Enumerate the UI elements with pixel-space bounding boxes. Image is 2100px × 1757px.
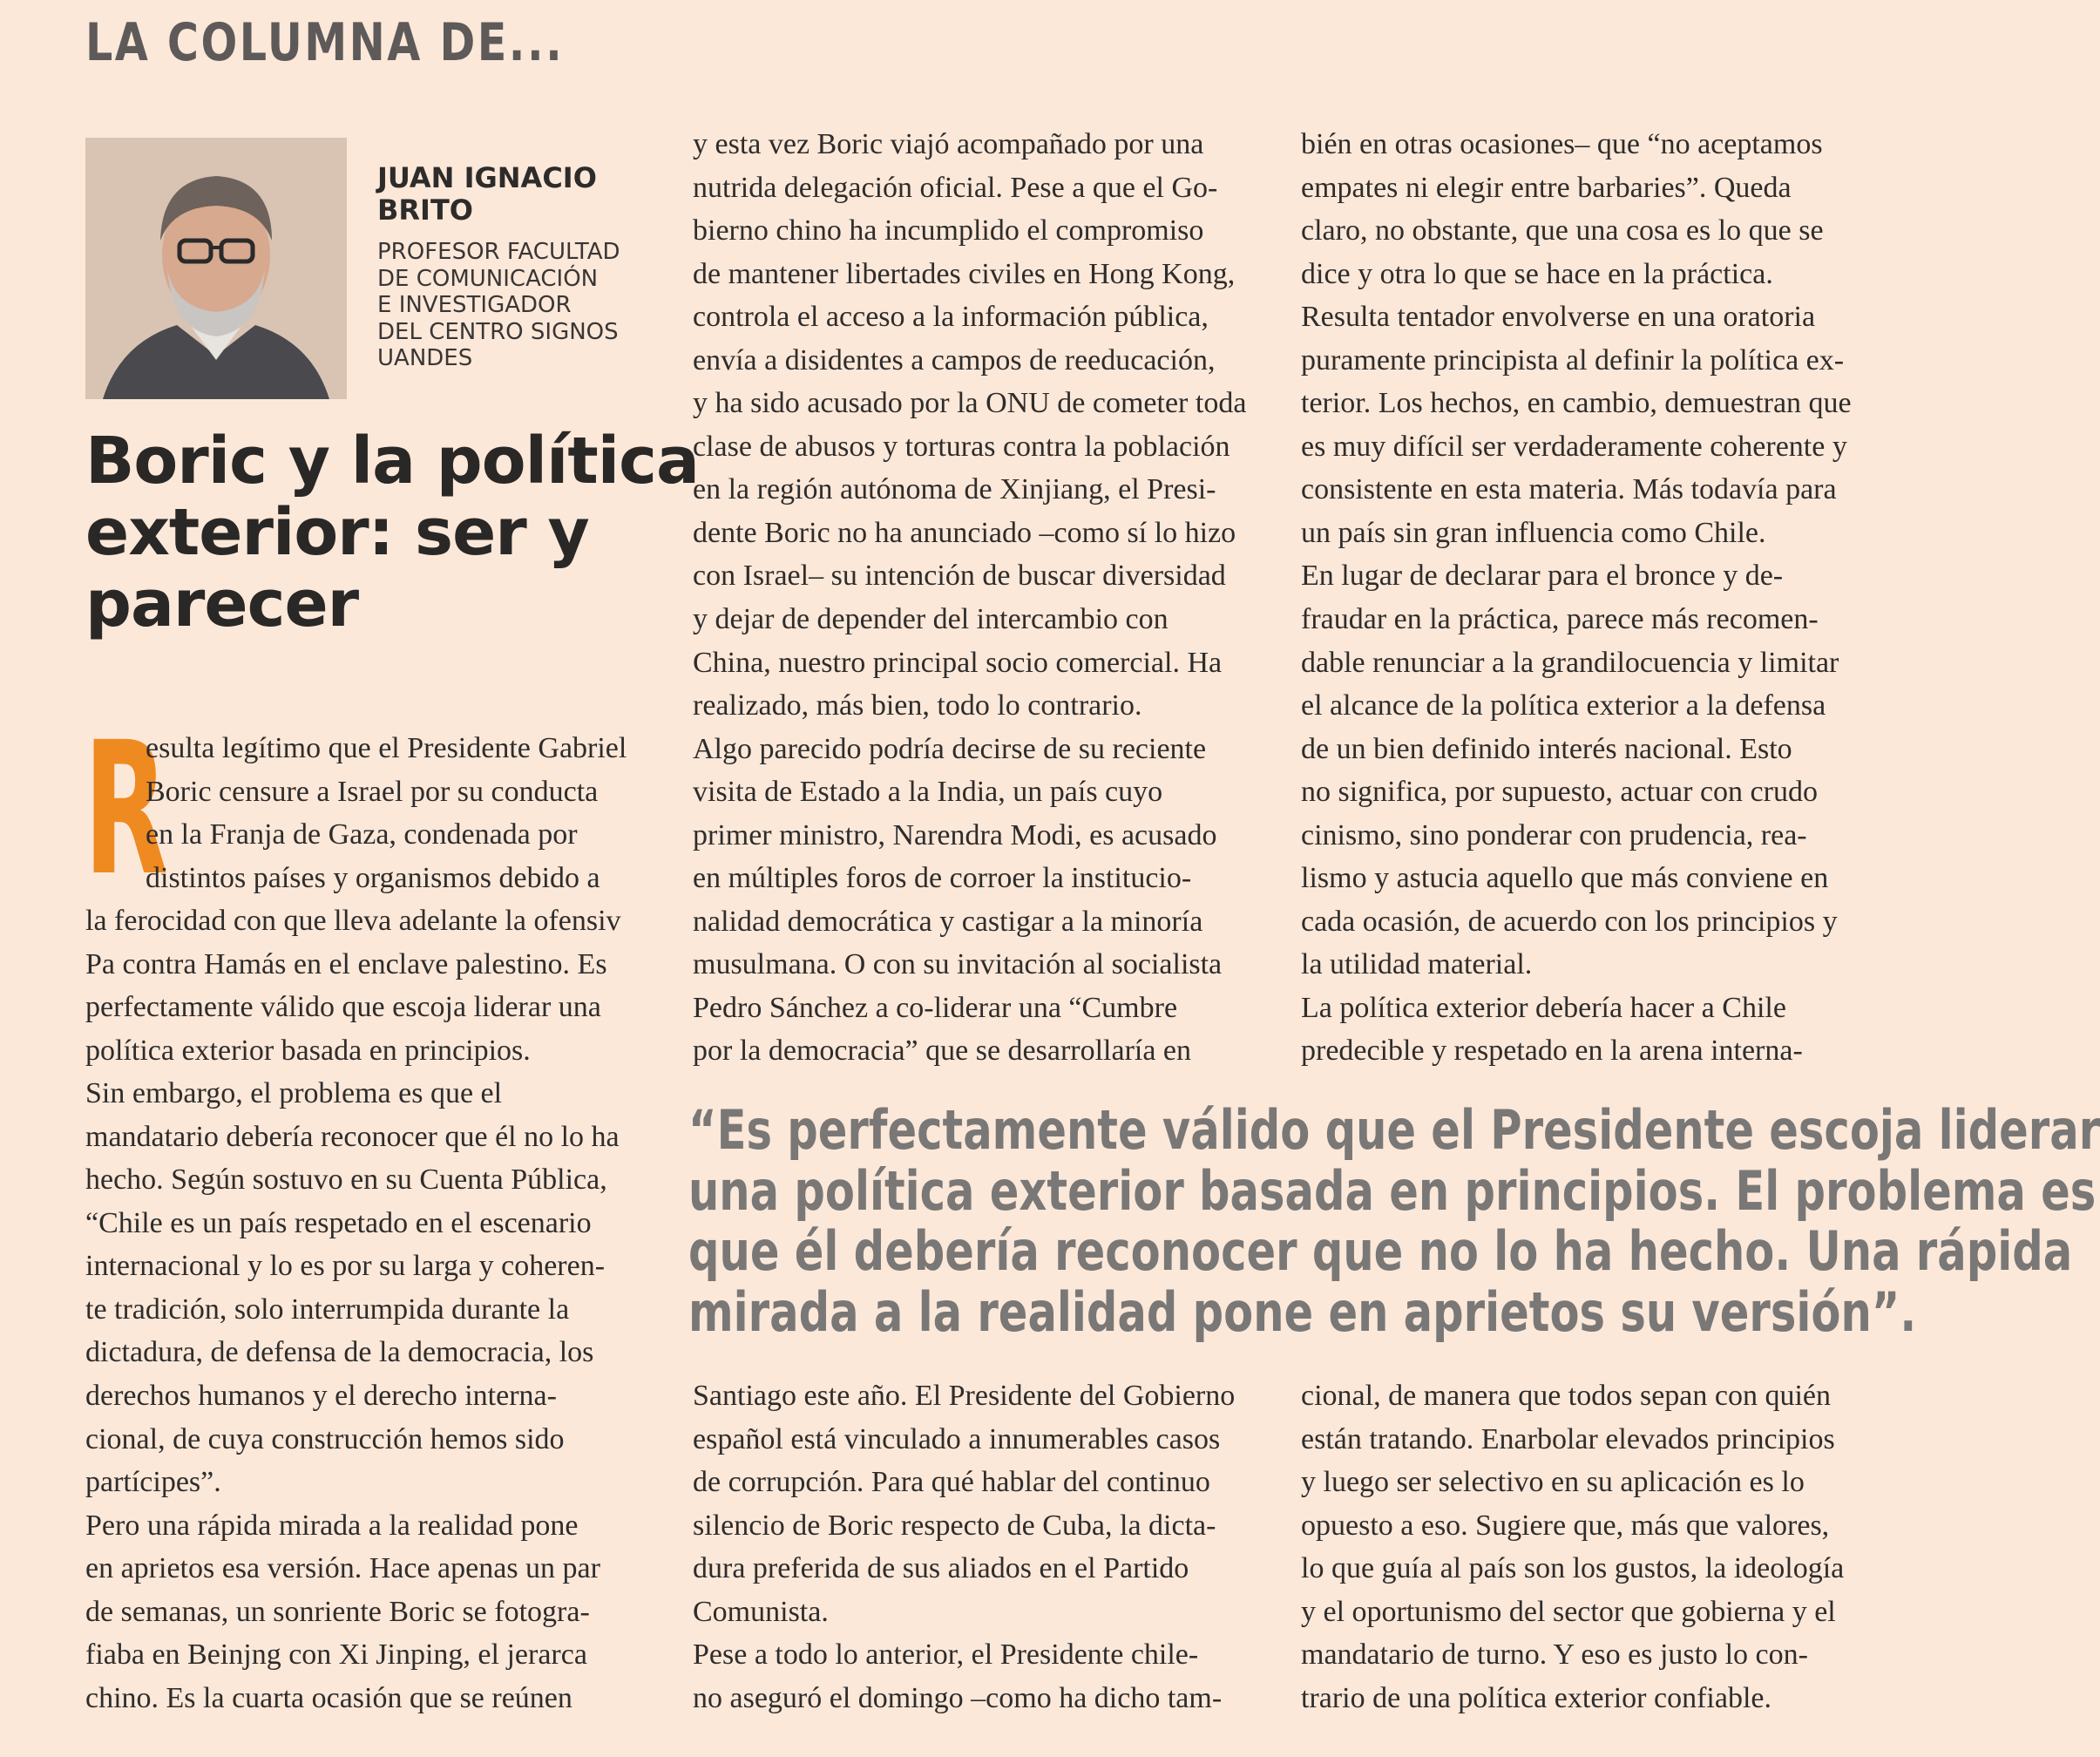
text-line: cada ocasión, de acuerdo con los principios y — [1301, 905, 1838, 938]
author-role-line: DEL CENTRO SIGNOS — [377, 318, 619, 345]
text-line: partícipes”. — [85, 1466, 221, 1499]
text-line: de semanas, un sonriente Boric se fotogra- — [85, 1595, 590, 1628]
text-line: distintos países y organismos debido a — [146, 861, 600, 894]
text-line: En lugar de declarar para el bronce y de- — [1301, 560, 1784, 593]
text-line: Pese a todo lo anterior, el Presidente chile- — [693, 1638, 1199, 1672]
pull-quote-line: que él debería reconocer que no lo ha hecho. Una rápida — [688, 1219, 2073, 1283]
text-line: el alcance de la política exterior a la defensa — [1301, 689, 1826, 722]
text-line: te tradición, solo interrumpida durante la — [85, 1292, 570, 1326]
text-line: puramente principista al definir la política ex- — [1301, 343, 1845, 376]
author-name-line: BRITO — [377, 193, 473, 227]
text-line: Santiago este año. El Presidente del Gobierno — [693, 1380, 1236, 1412]
text-line: China, nuestro principal socio comercial. Ha — [693, 646, 1223, 679]
column-1-intro — [146, 727, 627, 899]
text-line: clase de abusos y torturas contra la población — [693, 430, 1230, 463]
author-role-line: DE COMUNICACIÓN — [377, 265, 599, 292]
text-line: y luego ser selectivo en su aplicación es lo — [1301, 1466, 1805, 1499]
text-line: nutrida delegación oficial. Pese a que el Go- — [693, 171, 1218, 204]
text-line: bierno chino ha incumplido el compromiso — [693, 214, 1204, 248]
article-headline — [85, 425, 699, 640]
text-line: dice y otra lo que se hace en la práctica. — [1301, 257, 1773, 290]
text-line: en múltiples foros de corroer la institucio- — [693, 862, 1192, 895]
text-line: Resulta tentador envolverse en una oratoria — [1301, 301, 1816, 334]
text-line: “Chile es un país respetado en el escenario — [85, 1206, 592, 1239]
text-line: dable renunciar a la grandilocuencia y limitar — [1301, 646, 1839, 679]
headline-line: Boric y la política — [85, 424, 699, 499]
text-line: y ha sido acusado por la ONU de cometer toda — [693, 387, 1247, 420]
text-line: controla el acceso a la información pública, — [693, 301, 1209, 334]
text-line: cional, de manera que todos sepan con quién — [1301, 1380, 1832, 1412]
text-line: trario de una política exterior confiable. — [1301, 1681, 1771, 1714]
text-line: en aprietos esa versión. Hace apenas un par — [85, 1552, 600, 1585]
text-line: es muy difícil ser verdaderamente coherente y — [1301, 430, 1847, 463]
text-line: están tratando. Enarbolar elevados principios — [1301, 1422, 1835, 1455]
text-line: español está vinculado a innumerables casos — [693, 1422, 1221, 1455]
text-line: y dejar de depender del intercambio con — [693, 603, 1169, 636]
text-line: internacional y lo es por su larga y coheren- — [85, 1250, 606, 1283]
headline-line: exterior: ser y — [85, 495, 589, 570]
author-name — [377, 162, 604, 227]
text-line: un país sin gran influencia como Chile. — [1301, 516, 1766, 549]
text-line: bién en otras ocasiones– que “no aceptamos — [1301, 128, 1823, 160]
text-line: perfectamente válido que escoja liderar una — [85, 991, 601, 1024]
text-line: cinismo, sino ponderar con prudencia, rea- — [1301, 818, 1807, 851]
text-line: predecible y respetado en la arena interna- — [1301, 1035, 1803, 1068]
text-line: Pero una rápida mirada a la realidad pone — [85, 1509, 579, 1542]
pull-quote-line: una política exterior basada en principios. El problema es — [688, 1158, 2097, 1223]
column-2-bottom — [693, 1374, 1235, 1720]
author-role-line: E INVESTIGADOR — [377, 292, 572, 318]
text-line: envía a disidentes a campos de reeducación, — [693, 343, 1216, 376]
text-line: de corrupción. Para qué hablar del continuo — [693, 1466, 1210, 1499]
pull-quote-line: “Es perfectamente válido que el Presidente escoja liderar — [688, 1098, 2100, 1162]
text-line: empates ni elegir entre barbaries”. Queda — [1301, 171, 1792, 204]
text-line: Pa contra Hamás en el enclave palestino. Es — [85, 947, 607, 980]
column-3-bottom — [1301, 1374, 1844, 1720]
text-line: dura preferida de sus aliados en el Partido — [693, 1552, 1189, 1585]
text-line: lo que guía al país son los gustos, la ideología — [1301, 1552, 1845, 1585]
text-line: fraudar en la práctica, parece más recomen- — [1301, 603, 1819, 636]
text-line: La política exterior debería hacer a Chile — [1301, 991, 1786, 1024]
pull-quote — [688, 1100, 2100, 1342]
text-line: terior. Los hechos, en cambio, demuestran que — [1301, 387, 1852, 420]
text-line: con Israel– su intención de buscar diversidad — [693, 560, 1226, 593]
text-line: la utilidad material. — [1301, 948, 1533, 981]
text-line: en la Franja de Gaza, condenada por — [146, 818, 578, 851]
text-line: la ferocidad con que lleva adelante la ofensiv — [85, 905, 621, 937]
text-line: mandatario de turno. Y eso es justo lo con- — [1301, 1638, 1808, 1672]
text-line: derechos humanos y el derecho interna- — [85, 1380, 557, 1413]
text-line: de mantener libertades civiles en Hong Kong, — [693, 257, 1236, 290]
text-line: cional, de cuya construcción hemos sido — [85, 1422, 565, 1455]
text-line: claro, no obstante, que una cosa es lo que se — [1301, 214, 1824, 248]
text-line: chino. Es la cuarta ocasión que se reúnen — [85, 1681, 572, 1714]
author-role-line: UANDES — [377, 345, 473, 371]
author-photo — [85, 138, 347, 399]
pull-quote-line: mirada a la realidad pone en aprietos su versión”. — [688, 1279, 1917, 1344]
text-line: esulta legítimo que el Presidente Gabriel — [146, 732, 627, 764]
author-role — [377, 239, 620, 372]
text-line: no aseguró el domingo –como ha dicho tam- — [693, 1681, 1223, 1714]
text-line: de un bien definido interés nacional. Esto — [1301, 732, 1792, 765]
text-line: Sin embargo, el problema es que el — [85, 1077, 503, 1110]
headline-line: parecer — [85, 566, 359, 641]
text-line: en la región autónoma de Xinjiang, el Presi- — [693, 473, 1216, 506]
column-2-top — [693, 123, 1246, 1073]
text-line: realizado, más bien, todo lo contrario. — [693, 689, 1142, 722]
text-line: lismo y astucia aquello que más conviene en — [1301, 862, 1829, 895]
author-name-line: JUAN IGNACIO — [377, 161, 597, 194]
text-line: musulmana. O con su invitación al socialista — [693, 948, 1223, 981]
text-line: Pedro Sánchez a co-liderar una “Cumbre — [693, 991, 1178, 1024]
text-line: dictadura, de defensa de la democracia, los — [85, 1336, 594, 1369]
text-line: Comunista. — [693, 1595, 829, 1628]
text-line: silencio de Boric respecto de Cuba, la dicta- — [693, 1509, 1216, 1542]
text-line: política exterior basada en principios. — [85, 1034, 531, 1067]
author-role-line: PROFESOR FACULTAD — [377, 239, 620, 265]
text-line: mandatario debería reconocer que él no lo ha — [85, 1120, 620, 1153]
text-line: y el oportunismo del sector que gobierna y el — [1301, 1595, 1836, 1628]
text-line: Boric censure a Israel por su conducta — [146, 775, 599, 808]
text-line: fiaba en Beinjng con Xi Jinping, el jerarca — [85, 1638, 587, 1672]
column-1 — [85, 899, 621, 1720]
text-line: hecho. Según sostuvo en su Cuenta Pública, — [85, 1163, 607, 1197]
text-line: Algo parecido podría decirse de su reciente — [693, 732, 1207, 765]
text-line: nalidad democrática y castigar a la minoría — [693, 905, 1203, 938]
column-3-top — [1301, 123, 1852, 1073]
section-label: LA COLUMNA DE... — [85, 12, 565, 73]
text-line: visita de Estado a la India, un país cuyo — [693, 776, 1163, 809]
text-line: primer ministro, Narendra Modi, es acusado — [693, 818, 1217, 851]
text-line: no significa, por supuesto, actuar con crudo — [1301, 776, 1818, 809]
author-portrait-illustration — [85, 138, 347, 399]
drop-cap: R — [84, 702, 169, 916]
text-line: consistente en esta materia. Más todavía para — [1301, 473, 1837, 506]
text-line: opuesto a eso. Sugiere que, más que valores, — [1301, 1509, 1830, 1542]
text-line: y esta vez Boric viajó acompañado por una — [693, 128, 1204, 160]
text-line: dente Boric no ha anunciado –como sí lo hizo — [693, 516, 1236, 549]
text-line: por la democracia” que se desarrollaría en — [693, 1035, 1192, 1068]
